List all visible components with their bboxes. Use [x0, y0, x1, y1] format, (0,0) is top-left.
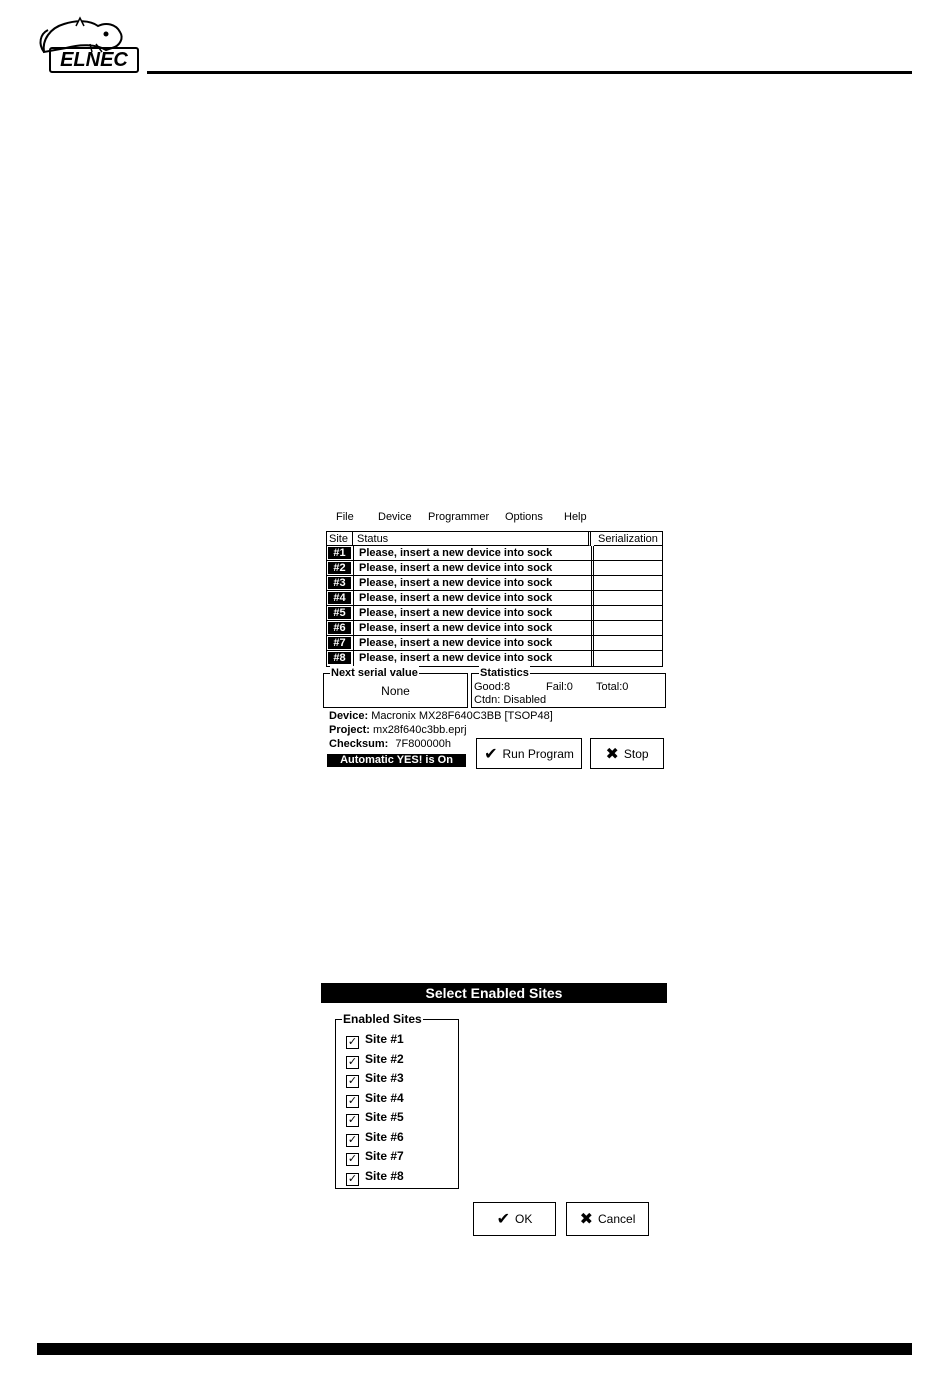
cross-icon: ✖ — [605, 745, 619, 763]
site-number: #8 — [328, 652, 351, 664]
site-status: Please, insert a new device into sock — [353, 621, 589, 636]
site-checkbox-label: Site #7 — [365, 1149, 404, 1163]
run-program-label: Run Program — [502, 746, 574, 761]
site-checkbox-label: Site #2 — [365, 1052, 404, 1066]
site-status: Please, insert a new device into sock — [353, 591, 589, 606]
site-checkbox-label: Site #3 — [365, 1071, 404, 1085]
cross-icon: ✖ — [579, 1211, 594, 1228]
stat-fail: Fail:0 — [546, 681, 573, 693]
enabled-sites-group — [335, 1012, 459, 1189]
column-header-serialization[interactable]: Serialization — [594, 532, 662, 546]
stop-label: Stop — [623, 746, 649, 761]
site-checkbox-4[interactable] — [346, 1089, 404, 1107]
checkbox-checked-icon: ✓ — [347, 1173, 358, 1185]
table-row[interactable] — [327, 591, 662, 606]
checkmark-icon: ✔ — [496, 1211, 511, 1228]
site-checkbox-label: Site #1 — [365, 1032, 404, 1046]
logo-text: ELNEC — [49, 47, 139, 73]
site-number: #6 — [328, 622, 351, 634]
stat-good: Good:8 — [474, 681, 511, 693]
run-program-button[interactable] — [476, 738, 582, 769]
menu-programmer[interactable]: Programmer — [428, 511, 490, 523]
table-row[interactable] — [327, 561, 662, 576]
site-status: Please, insert a new device into sock — [353, 576, 589, 591]
site-serial — [591, 546, 662, 561]
site-checkbox-label: Site #8 — [365, 1169, 404, 1183]
site-serial — [591, 636, 662, 651]
cancel-button[interactable] — [566, 1202, 649, 1236]
checkbox-checked-icon: ✓ — [347, 1036, 358, 1048]
footer-rule — [37, 1343, 912, 1355]
menu-device[interactable]: Device — [378, 511, 412, 523]
enabled-sites-title: Enabled Sites — [343, 1012, 422, 1026]
menu-help[interactable]: Help — [564, 511, 587, 523]
checkbox-checked-icon: ✓ — [347, 1153, 358, 1165]
menu-options[interactable]: Options — [505, 511, 543, 523]
site-serial — [591, 561, 662, 576]
site-checkbox-label: Site #4 — [365, 1091, 404, 1105]
site-number: #5 — [328, 607, 351, 619]
project-value: mx28f640c3bb.eprj — [373, 724, 467, 736]
ok-label: OK — [515, 1212, 533, 1226]
site-checkbox-2[interactable] — [346, 1050, 404, 1068]
statistics-title: Statistics — [480, 667, 529, 679]
site-status: Please, insert a new device into sock — [353, 606, 589, 621]
site-checkbox-1[interactable] — [346, 1030, 404, 1048]
column-header-status[interactable]: Status — [353, 532, 591, 546]
site-status: Please, insert a new device into sock — [353, 651, 589, 666]
table-row[interactable] — [327, 576, 662, 591]
header-rule — [147, 71, 912, 74]
elnec-logo — [36, 14, 140, 74]
table-row[interactable] — [327, 606, 662, 621]
checkbox-checked-icon: ✓ — [347, 1134, 358, 1146]
cancel-label: Cancel — [598, 1212, 636, 1226]
device-value: Macronix MX28F640C3BB [TSOP48] — [371, 710, 553, 722]
table-row[interactable] — [327, 636, 662, 651]
table-row[interactable] — [327, 621, 662, 636]
stat-total: Total:0 — [596, 681, 629, 693]
site-number: #4 — [328, 592, 351, 604]
stat-countdown: Ctdn: Disabled — [474, 694, 547, 706]
project-label: Project: — [329, 724, 370, 736]
automatic-yes-badge: Automatic YES! is On — [327, 754, 466, 767]
checkbox-checked-icon: ✓ — [347, 1056, 358, 1068]
checksum-info — [329, 737, 451, 751]
site-checkbox-label: Site #5 — [365, 1110, 404, 1124]
site-status: Please, insert a new device into sock — [353, 561, 589, 576]
site-status: Please, insert a new device into sock — [353, 546, 589, 561]
table-row[interactable] — [327, 546, 662, 561]
site-checkbox-6[interactable] — [346, 1128, 404, 1146]
site-number: #2 — [328, 562, 351, 574]
site-serial — [591, 576, 662, 591]
site-serial — [591, 651, 662, 666]
site-checkbox-5[interactable] — [346, 1108, 404, 1126]
device-info — [329, 709, 553, 723]
site-number: #7 — [328, 637, 351, 649]
site-checkbox-7[interactable] — [346, 1147, 404, 1165]
next-serial-group — [323, 667, 468, 708]
column-header-site[interactable]: Site — [327, 532, 353, 546]
next-serial-title: Next serial value — [331, 667, 418, 679]
menu-file[interactable]: File — [336, 511, 354, 523]
dialog-title: Select Enabled Sites — [321, 983, 667, 1003]
checksum-label: Checksum: — [329, 738, 389, 750]
checkbox-checked-icon: ✓ — [347, 1114, 358, 1126]
checkbox-checked-icon: ✓ — [347, 1095, 358, 1107]
site-serial — [591, 606, 662, 621]
sites-status-table — [326, 531, 663, 667]
site-serial — [591, 621, 662, 636]
device-label: Device: — [329, 710, 369, 722]
menu-bar — [326, 511, 671, 527]
next-serial-value: None — [381, 684, 410, 698]
site-checkbox-8[interactable] — [346, 1167, 404, 1185]
statistics-group — [471, 667, 666, 708]
table-row[interactable] — [327, 651, 662, 666]
checksum-value: 7F800000h — [395, 738, 452, 750]
site-serial — [591, 591, 662, 606]
site-checkbox-3[interactable] — [346, 1069, 404, 1087]
site-status: Please, insert a new device into sock — [353, 636, 589, 651]
project-info — [329, 723, 467, 737]
site-checkbox-label: Site #6 — [365, 1130, 404, 1144]
ok-button[interactable] — [473, 1202, 556, 1236]
site-number: #3 — [328, 577, 351, 589]
checkmark-icon: ✔ — [484, 745, 498, 763]
site-number: #1 — [328, 547, 351, 559]
stop-button[interactable] — [590, 738, 664, 769]
checkbox-checked-icon: ✓ — [347, 1075, 358, 1087]
